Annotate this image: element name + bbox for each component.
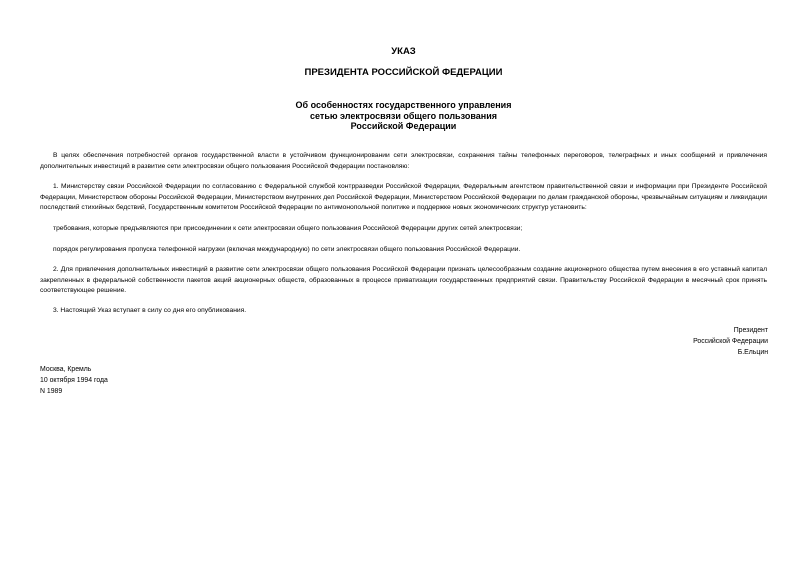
subject-line-3: Российской Федерации: [350, 121, 457, 131]
clause-1-paragraph: 1. Министерству связи Российской Федерации по согласованию с Федеральной службой контрразведки Российской Федерации, Федеральным агентством правительственной связи и информации при Президенте Российской Федерации, Министерством обороны Российской Федерации, Министерством внутренних дел Российской Федерации, Министерством Российской Федерации по делам гражданской обороны, чрезвычайным ситуациям и ликвидации последствий стихийных бедствий, Государственным комитетом Российской Федерации по антимонопольной политике и поддержке новых экономических структур установить:: [40, 183, 767, 212]
signature-block: [693, 325, 768, 358]
signature-name: Б.Ельцин: [737, 349, 768, 356]
clause-2-paragraph: 2. Для привлечения дополнительных инвестиций в развитие сети электросвязи общего пользования Российской Федерации признать целесообразным создание акционерного общества путем внесения в его уставный капитал закрепленных в федеральной собственности пакетов акций акционерных обществ, образованных в процессе приватизации государственных предприятий связи. Правительству Российской Федерации в месячный срок принять соответствующее решение.: [40, 266, 767, 295]
signing-date: 10 октября 1994 года: [40, 377, 108, 384]
subject-line-2: сетью электросвязи общего пользования: [310, 110, 497, 121]
signature-title-line-1: Президент: [733, 327, 768, 334]
clause-1-item-requirements: требования, которые предъявляются при присоединении к сети электросвязи общего пользования Российской Федерации других сетей электросвязи;: [53, 225, 523, 232]
subject-line-1: Об особенностях государственного управления: [295, 100, 512, 110]
preamble-paragraph: В целях обеспечения потребностей органов государственной власти в устойчивом функционировании сети электросвязи, сохранения тайны телефонных переговоров, телеграфных и иных сообщений и привлечения дополнительных инвестиций в развитие сети электросвязи общего пользования Российской Федерации постановляю:: [40, 152, 767, 170]
issuer-title: ПРЕЗИДЕНТА РОССИЙСКОЙ ФЕДЕРАЦИИ: [304, 67, 503, 78]
clause-1-item-traffic: порядок регулирования пропуска телефонной нагрузки (включая международную) по сети электросвязи общего пользования Российской Федерации.: [53, 246, 521, 253]
signature-title-line-2: Российской Федерации: [693, 338, 768, 345]
document-subject: [0, 100, 807, 132]
clause-3-paragraph: 3. Настоящий Указ вступает в силу со дня его опубликования.: [53, 307, 247, 314]
decree-number: N 1989: [40, 388, 63, 395]
signing-place: Москва, Кремль: [40, 366, 92, 373]
document-type-title: УКАЗ: [391, 46, 416, 57]
place-date-block: [40, 364, 108, 397]
